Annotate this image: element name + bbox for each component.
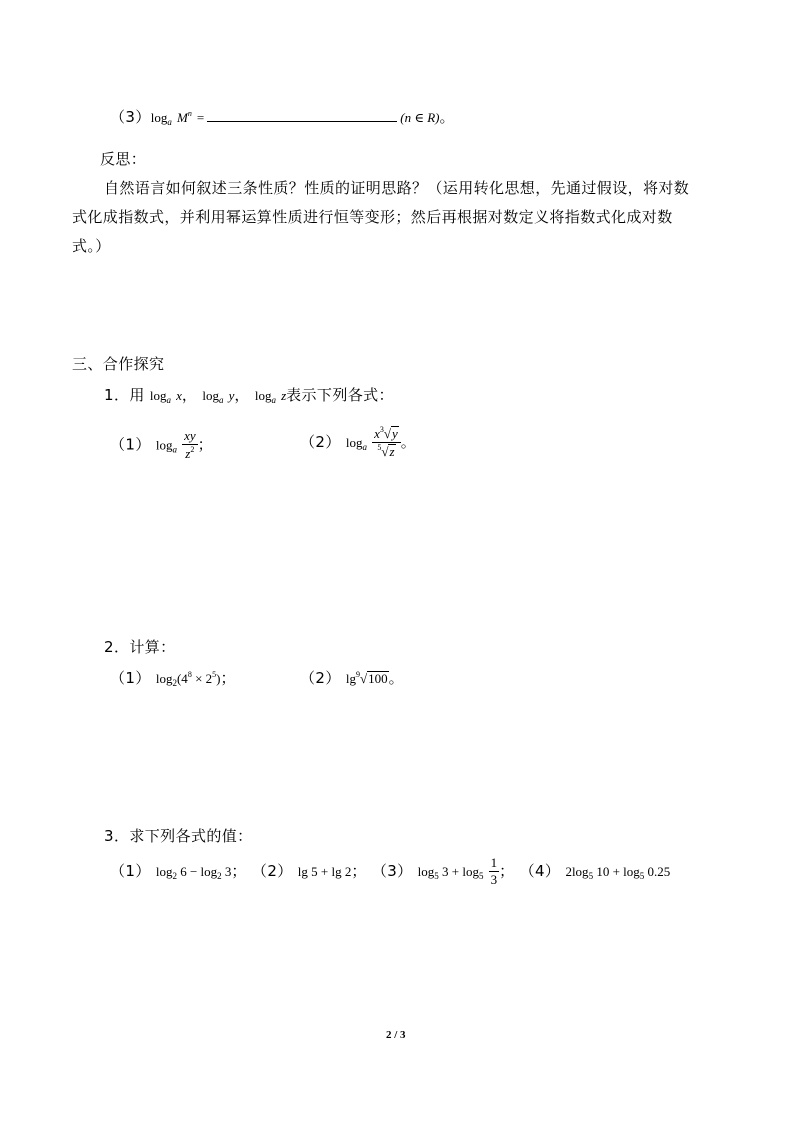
expr-part: 3 + log xyxy=(438,864,479,879)
log-text: log xyxy=(254,388,272,403)
item-label: （3） xyxy=(110,108,151,126)
expr-part: 3 xyxy=(221,864,232,879)
answer-blank[interactable] xyxy=(207,111,397,122)
sqrt-sign: √ xyxy=(381,444,389,459)
reflect-title: 反思： xyxy=(100,150,147,168)
lg-text: lg xyxy=(345,671,356,686)
part-label: （1） xyxy=(110,862,151,880)
part-label: （2） xyxy=(300,433,341,451)
log-base: a xyxy=(166,395,171,405)
radicand-z: z xyxy=(389,444,395,459)
log-base: a xyxy=(218,395,224,405)
part-label: （2） xyxy=(300,669,341,687)
expr-part: 0.25 xyxy=(644,864,671,879)
log-text: log xyxy=(150,110,168,125)
question-2-title: 2．计算： xyxy=(104,638,176,656)
part-label: （1） xyxy=(110,669,151,687)
period: 。 xyxy=(439,108,455,126)
den-var: z xyxy=(185,446,191,461)
log-text: 2log xyxy=(565,864,589,879)
expr-part: 10 + log xyxy=(593,864,640,879)
sqrt-sign: √ xyxy=(383,426,391,441)
log-text: log xyxy=(345,435,363,450)
semicolon: ； xyxy=(231,862,247,880)
num-x: x xyxy=(374,426,380,441)
log-base: 2 xyxy=(172,871,177,881)
log-base: 5 xyxy=(639,871,645,881)
fraction-denominator xyxy=(182,444,198,462)
q2-part-2 xyxy=(300,667,404,688)
radicand: 100 xyxy=(368,671,388,686)
q3-parts xyxy=(110,855,670,888)
semicolon: ； xyxy=(499,862,515,880)
var-x: x xyxy=(176,388,182,403)
sqrt-sign: √ xyxy=(359,671,368,686)
log-base: 2 xyxy=(217,871,222,881)
q2-part-1 xyxy=(110,667,236,688)
part-label: （3） xyxy=(371,862,413,880)
q1-part-2 xyxy=(300,425,416,460)
fraction xyxy=(182,428,198,462)
property-3-line xyxy=(110,106,455,127)
exp-n: n xyxy=(187,109,192,118)
section-heading: 三、合作探究 xyxy=(72,355,165,373)
exp-5: 5 xyxy=(212,670,217,679)
expr: lg 5 + lg 2 xyxy=(297,864,352,879)
page-number: 2 / 3 xyxy=(386,1029,406,1041)
log-text: log xyxy=(417,864,435,879)
fraction-denominator xyxy=(372,442,401,460)
den-exp: 2 xyxy=(190,445,195,454)
log-text: log xyxy=(155,671,173,686)
log-base: 2 xyxy=(172,678,177,688)
question-1-prompt xyxy=(104,384,394,405)
reflect-line-1: 自然语言如何叙述三条性质？性质的证明思路？（运用转化思想，先通过假设，将对数 xyxy=(104,179,690,197)
question-3-title: 3．求下列各式的值： xyxy=(104,827,253,845)
log-base: a xyxy=(172,444,177,455)
part-label: （1） xyxy=(110,435,151,454)
separator: ， xyxy=(181,386,198,404)
log-text: log xyxy=(155,437,173,453)
semicolon: ； xyxy=(351,862,367,880)
expr-close: ) xyxy=(216,671,221,686)
log-base: a xyxy=(362,442,367,452)
log-base: 5 xyxy=(479,871,484,881)
part-label: （4） xyxy=(519,862,561,880)
log-base: a xyxy=(271,395,276,405)
log-text: log xyxy=(155,864,173,879)
log-text: log xyxy=(149,388,167,403)
expr-part: 6 − log xyxy=(176,864,218,879)
fraction xyxy=(489,855,500,888)
reflect-line-3: 式。） xyxy=(72,237,111,255)
q1-suffix: 表示下列各式： xyxy=(286,386,394,404)
fraction-numerator: 1 xyxy=(490,855,498,870)
log-base: 5 xyxy=(434,871,439,881)
fraction-numerator: xy xyxy=(184,428,196,443)
log-base: a xyxy=(167,117,172,127)
fraction-numerator xyxy=(372,425,401,442)
period: 。 xyxy=(400,433,417,451)
semicolon: ； xyxy=(197,435,214,454)
q1-part-1 xyxy=(110,428,213,462)
radicand-y: y xyxy=(391,426,398,441)
q1-prefix: 1．用 xyxy=(104,386,145,404)
fraction xyxy=(372,425,401,460)
reflect-line-2: 式化成指数式，并利用幂运算性质进行恒等变形；然后再根据对数定义将指数式化成对数 xyxy=(72,208,673,226)
separator: ， xyxy=(234,386,250,404)
var-m: M xyxy=(176,110,188,125)
root-index: 9 xyxy=(355,670,360,679)
expr-times: × 2 xyxy=(191,671,213,686)
fraction-denominator: 3 xyxy=(490,872,498,887)
period: 。 xyxy=(388,669,405,687)
expr-open: (4 xyxy=(176,671,188,686)
log-text: log xyxy=(202,388,219,403)
part-label: （2） xyxy=(251,862,293,880)
condition: (n ∈ R) xyxy=(400,110,440,125)
num-exp: 3 xyxy=(379,425,384,434)
equals-sign: = xyxy=(196,110,205,125)
var-z: z xyxy=(281,388,287,403)
exp-8: 8 xyxy=(187,670,192,679)
log-base: 5 xyxy=(588,871,594,881)
root-index: 5 xyxy=(377,443,382,452)
var-y: y xyxy=(228,388,235,403)
semicolon: ； xyxy=(220,669,236,687)
